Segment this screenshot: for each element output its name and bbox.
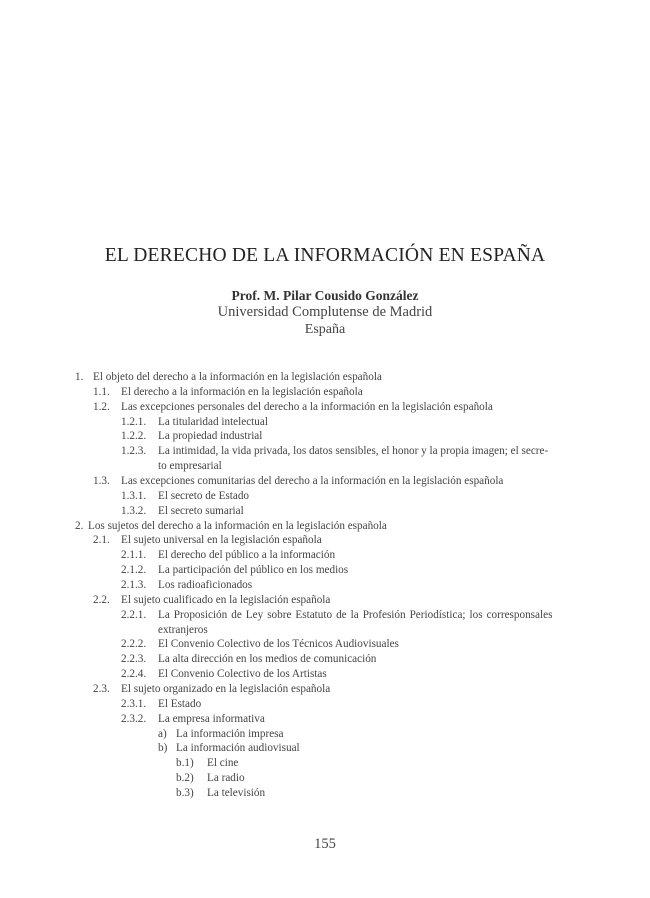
author-affiliation: Universidad Complutense de Madrid <box>217 304 433 320</box>
toc-item <box>0 504 650 519</box>
toc-number: 2.2. <box>93 593 110 606</box>
toc-text: El cine <box>207 757 239 770</box>
toc-text: La información audiovisual <box>176 742 300 755</box>
toc-number: 1.2. <box>93 400 110 413</box>
toc-number: b) <box>158 742 168 755</box>
toc-text: Los radioaficionados <box>158 579 253 592</box>
toc-text: La empresa informativa <box>158 712 265 725</box>
toc-item <box>0 697 650 712</box>
toc-item <box>0 519 650 534</box>
toc-item <box>0 385 650 400</box>
toc-text: El secreto sumarial <box>158 504 244 517</box>
toc-number: 2.1.1. <box>121 549 147 562</box>
toc-item <box>0 400 650 415</box>
toc-number: 2.3.1. <box>121 697 147 710</box>
toc-number: a) <box>158 727 167 740</box>
toc-text: El objeto del derecho a la información en la legislación española <box>93 371 382 383</box>
toc-text: Los sujetos del derecho a la información en la legislación española <box>88 519 387 532</box>
toc-number: 2.2.4. <box>121 668 147 681</box>
toc-text: Las excepciones personales del derecho a la información en la legislación española <box>121 400 493 413</box>
toc-number: 2.1.2. <box>121 564 147 577</box>
toc-number: 2.1. <box>93 534 110 547</box>
toc-item <box>0 667 650 682</box>
toc-item <box>0 578 650 593</box>
toc-item <box>0 415 650 430</box>
toc-item <box>0 727 650 742</box>
toc-text: El derecho a la información en la legislación española <box>121 385 363 398</box>
toc-number: 2.2.3. <box>121 653 147 666</box>
toc-item-continuation <box>0 459 650 474</box>
toc-number: 1.3. <box>93 475 110 488</box>
toc-number: b.1) <box>176 757 194 770</box>
toc-number: 1.1. <box>93 385 110 398</box>
toc-item <box>0 548 650 563</box>
author-name: Prof. M. Pilar Cousido González <box>231 288 419 303</box>
toc-number: b.2) <box>176 772 194 785</box>
toc-number: 2. <box>75 519 84 532</box>
toc-item <box>0 712 650 727</box>
toc-text: La titularidad intelectual <box>158 415 268 428</box>
toc-text: El sujeto cualificado en la legislación española <box>121 593 331 606</box>
toc-item <box>0 771 650 786</box>
toc-number: 2.3.2. <box>121 712 147 725</box>
toc-item <box>0 429 650 444</box>
toc-number: 2.2.1. <box>121 608 147 621</box>
toc-number: 1.2.1. <box>121 415 147 428</box>
toc-number: 1.2.3. <box>121 445 147 458</box>
toc-item <box>0 637 650 652</box>
toc-text: La alta dirección en los medios de comunicación <box>158 653 377 666</box>
toc-number: 2.1.3. <box>121 579 147 592</box>
toc-item <box>0 563 650 578</box>
toc-text: La televisión <box>207 787 266 800</box>
toc-item <box>0 682 650 697</box>
toc-text: El sujeto organizado en la legislación española <box>121 683 331 696</box>
toc-item <box>0 741 650 756</box>
toc-text: extranjeros <box>158 623 208 636</box>
toc-text: La participación del público en los medios <box>158 564 349 577</box>
toc-text: La radio <box>207 772 245 785</box>
author-country: España <box>304 322 346 337</box>
toc-text: El Convenio Colectivo de los Artistas <box>158 668 327 681</box>
toc-item <box>0 474 650 489</box>
toc-item <box>0 608 650 623</box>
toc-item <box>0 533 650 548</box>
toc-item <box>0 756 650 771</box>
toc-number: 1.2.2. <box>121 430 147 443</box>
toc-text: La información impresa <box>176 727 284 740</box>
toc-item <box>0 786 650 801</box>
toc-number: 1. <box>75 371 84 383</box>
toc-text: El derecho del público a la información <box>158 549 336 562</box>
toc-text: El Estado <box>158 697 202 710</box>
toc-text: La intimidad, la vida privada, los datos sensibles, el honor y la propia imagen; el secre- <box>158 445 549 458</box>
toc-text: La Proposición de Ley sobre Estatuto de la Profesión Periodística; los corresponsales <box>158 608 553 621</box>
toc-number: 2.3. <box>93 683 110 696</box>
toc-number: 1.3.1. <box>121 489 147 502</box>
toc-number: 2.2.2. <box>121 638 147 651</box>
toc-number: b.3) <box>176 787 194 800</box>
document-title: EL DERECHO DE LA INFORMACIÓN EN ESPAÑA <box>104 245 546 266</box>
toc-text: El secreto de Estado <box>158 489 250 502</box>
toc-item <box>0 444 650 459</box>
toc-number: 1.3.2. <box>121 504 147 517</box>
toc-item <box>0 489 650 504</box>
toc-text: El sujeto universal en la legislación española <box>121 534 322 547</box>
toc-item <box>0 370 650 385</box>
table-of-contents <box>0 370 650 801</box>
toc-text: El Convenio Colectivo de los Técnicos Audiovisuales <box>158 638 399 651</box>
toc-text: Las excepciones comunitarias del derecho a la información en la legislación española <box>121 475 504 488</box>
toc-item-continuation <box>0 623 650 638</box>
page-number: 155 <box>314 836 336 852</box>
toc-text: to empresarial <box>158 460 222 473</box>
toc-text: La propiedad industrial <box>158 430 263 443</box>
toc-item <box>0 652 650 667</box>
toc-item <box>0 593 650 608</box>
